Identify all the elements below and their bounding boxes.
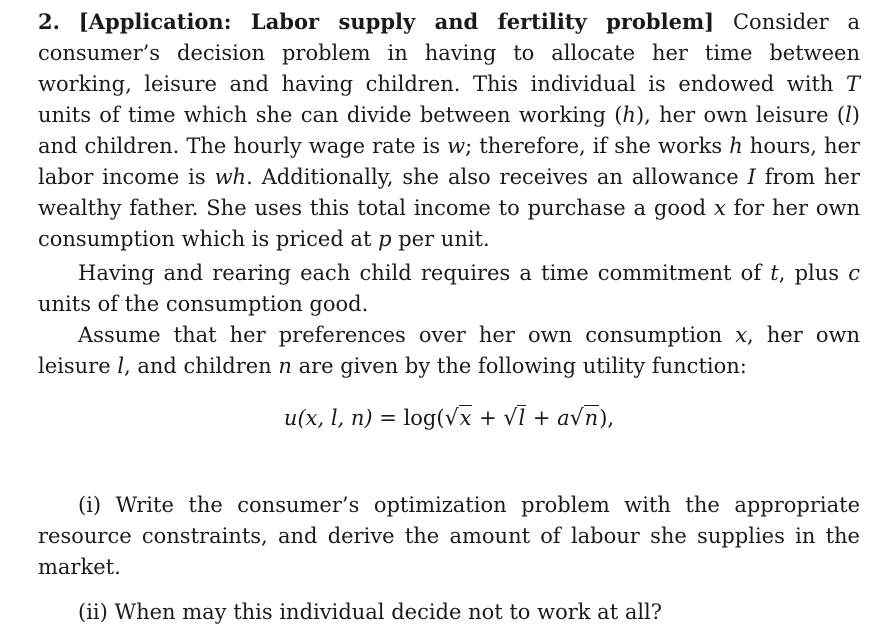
text: ) and children. The hourly wage rate is	[38, 103, 860, 158]
preferences-paragraph	[38, 320, 860, 382]
math-var: wh	[214, 165, 247, 189]
question-i: (i) Write the consumer’s optimization problem with the appropriate resource constraints, and derive the amount of labour she supplies in the market.	[38, 493, 860, 579]
text: , plus	[778, 261, 849, 285]
radical-sign-icon: √	[503, 406, 518, 431]
problem-title: [Application: Labor supply and fertility problem]	[78, 9, 715, 34]
text: hours, her labor income is	[38, 134, 861, 189]
child-cost-paragraph	[38, 258, 860, 320]
math-var: T	[845, 72, 860, 96]
formula-close: ),	[599, 406, 615, 430]
problem-intro-paragraph	[38, 6, 860, 255]
text: units of time which she can divide between working (	[38, 103, 623, 127]
sqrt-n	[570, 400, 600, 437]
text: , her own leisure	[38, 323, 860, 378]
sqrt-l	[503, 400, 526, 437]
math-var: x	[713, 196, 726, 220]
utility-function-formula	[38, 400, 860, 437]
formula-plus: +	[526, 406, 558, 430]
sqrt-x	[445, 400, 473, 437]
math-var: x	[735, 323, 748, 347]
text: Having and rearing each child requires a time commitment of	[78, 261, 771, 285]
math-var: c	[848, 261, 860, 285]
math-var: I	[747, 165, 756, 189]
text: Assume that her preferences over her own consumption	[78, 323, 736, 347]
formula-coef: a	[557, 406, 570, 430]
math-var: p	[378, 227, 392, 251]
problem-number: 2.	[38, 9, 60, 34]
math-var: l	[845, 103, 852, 127]
text: ; therefore, if she works	[465, 134, 730, 158]
math-var: n	[278, 354, 292, 378]
text: ), her own leisure (	[635, 103, 846, 127]
math-var: t	[770, 261, 779, 285]
math-var: h	[729, 134, 743, 158]
question-ii: (ii) When may this individual decide not to work at all?	[78, 600, 663, 624]
text: from her wealthy father. She uses this total income to purchase a good	[38, 165, 860, 220]
sqrt-body: l	[518, 406, 526, 430]
text: units of the consumption good.	[38, 292, 369, 316]
formula-plus: +	[472, 406, 504, 430]
sqrt-body: n	[584, 406, 599, 430]
text: . Additionally, she also receives an allowance	[246, 165, 748, 189]
text: per unit.	[391, 227, 490, 251]
text: for her own consumption which is priced at	[38, 196, 860, 251]
text: , and children	[124, 354, 279, 378]
math-var: h	[622, 103, 636, 127]
formula-eq: = log(	[372, 406, 445, 430]
sqrt-body: x	[459, 406, 472, 430]
math-var: w	[447, 134, 466, 158]
text: are given by the following utility function:	[291, 354, 747, 378]
radical-sign-icon: √	[569, 406, 584, 431]
math-var: l	[117, 354, 125, 378]
formula-lhs: u(x, l, n)	[283, 406, 373, 430]
radical-sign-icon: √	[444, 406, 459, 431]
text: Consider a consumer’s decision problem in having to allocate her time between working, leisure and having children. This individual is endowed with	[38, 10, 860, 96]
